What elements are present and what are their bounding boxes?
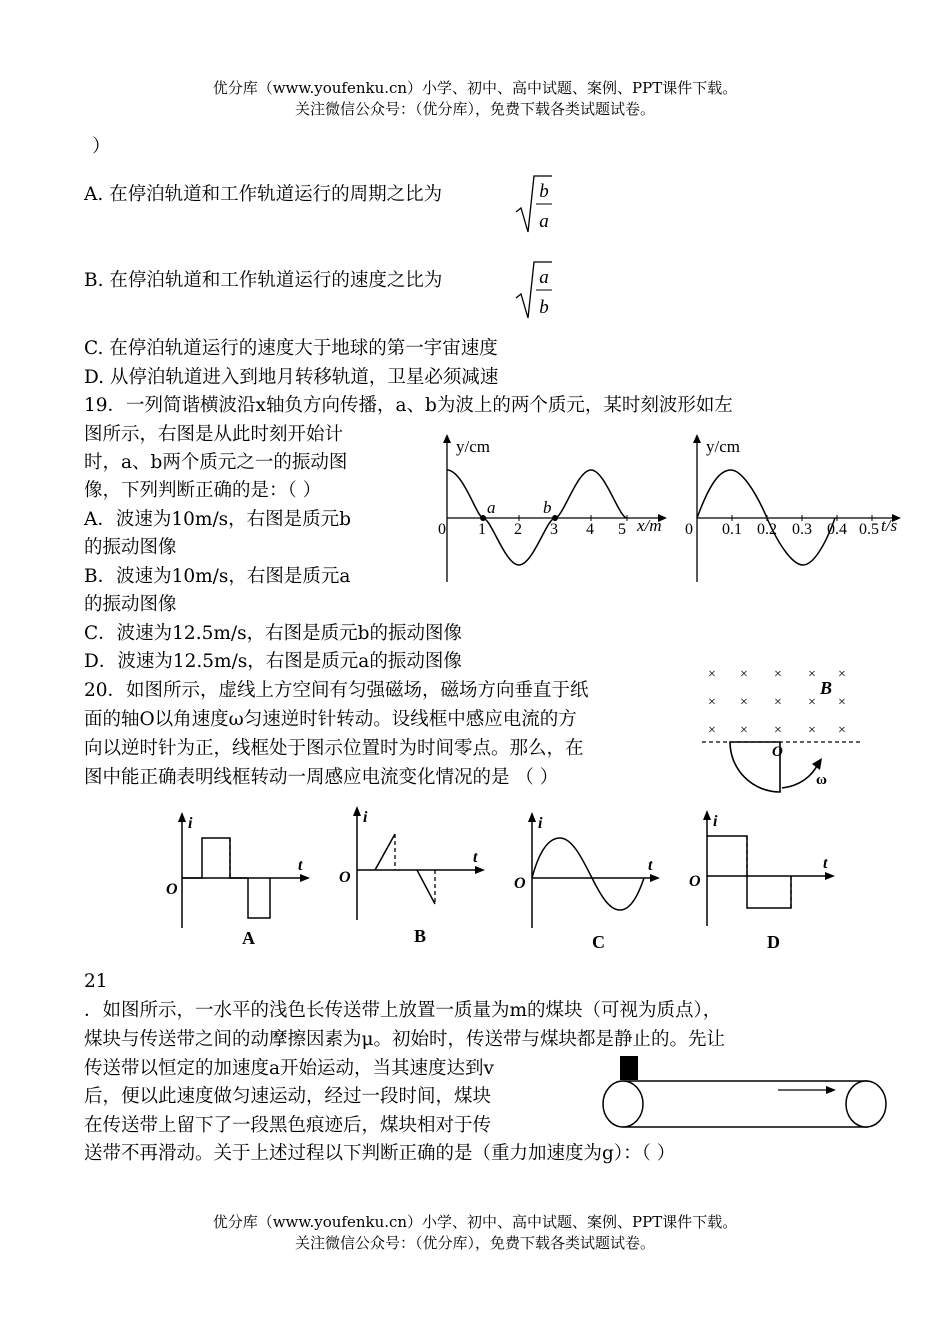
graph-c-i: i bbox=[538, 815, 543, 832]
wave-tick-3: 3 bbox=[550, 521, 558, 538]
q21-line-5: 在传送带上留下了一段黑色痕迹后，煤块相对于传 bbox=[84, 1115, 492, 1136]
svg-text:×: × bbox=[740, 667, 748, 682]
svg-text:×: × bbox=[708, 723, 716, 738]
wave-tick-4: 4 bbox=[586, 521, 594, 538]
graph-b-label: B bbox=[414, 926, 427, 946]
q19-stem-4: 像，下列判断正确的是：（ ） bbox=[84, 480, 322, 501]
graph-c-label: C bbox=[592, 932, 605, 952]
omega-label: ω bbox=[816, 772, 827, 788]
graph-d-i: i bbox=[713, 813, 718, 830]
q18-option-a: A. 在停泊轨道和工作轨道运行的周期之比为 bbox=[84, 184, 443, 205]
footer-line-2: 关注微信公众号：（优分库），免费下载各类试题试卷。 bbox=[294, 1234, 655, 1252]
header-line-2: 关注微信公众号：（优分库），免费下载各类试题试卷。 bbox=[294, 100, 655, 118]
footer-line-1: 优分库（www.youfenku.cn）小学、初中、高中试题、案例、PPT课件下载。 bbox=[212, 1213, 738, 1231]
svg-text:×: × bbox=[740, 723, 748, 738]
q21-number: 21 bbox=[84, 971, 108, 992]
velocity-arrow bbox=[826, 1086, 836, 1094]
svg-text:×: × bbox=[708, 695, 716, 710]
wave-graph bbox=[425, 430, 675, 590]
wave-point-a: a bbox=[487, 498, 496, 517]
q18-option-b: B. 在停泊轨道和工作轨道运行的速度之比为 bbox=[84, 270, 443, 291]
vib-tick-3: 0.3 bbox=[792, 521, 812, 538]
svg-text:×: × bbox=[774, 667, 782, 682]
q20-stem-1: 20．如图所示，虚线上方空间有匀强磁场，磁场方向垂直于纸 bbox=[84, 680, 589, 701]
svg-text:×: × bbox=[774, 695, 782, 710]
sqrt-b-over-a bbox=[514, 172, 554, 236]
vib-ylabel: y/cm bbox=[706, 437, 740, 456]
vib-xlabel: t/s bbox=[881, 516, 898, 535]
q21-line-1: ．如图所示，一水平的浅色长传送带上放置一质量为m的煤块（可视为质点）， bbox=[84, 1000, 722, 1021]
frac-b-numerator: a bbox=[539, 267, 549, 288]
q21-line-6: 送带不再滑动。关于上述过程以下判断正确的是（重力加速度为g）：（ ） bbox=[84, 1143, 676, 1164]
graph-b-o: O bbox=[339, 869, 351, 886]
graph-a-t: t bbox=[298, 857, 303, 874]
graph-d bbox=[685, 806, 845, 951]
right-pulley bbox=[846, 1081, 886, 1127]
svg-text:×: × bbox=[740, 695, 748, 710]
header-line-1: 优分库（www.youfenku.cn）小学、初中、高中试题、案例、PPT课件下载。 bbox=[212, 79, 738, 97]
wave-tick-2: 2 bbox=[514, 521, 522, 538]
q18-option-c: C. 在停泊轨道运行的速度大于地球的第一宇宙速度 bbox=[84, 338, 498, 359]
svg-text:×: × bbox=[808, 723, 816, 738]
field-label-b: B bbox=[820, 678, 833, 698]
svg-text:×: × bbox=[708, 667, 716, 682]
vib-tick-4: 0.4 bbox=[827, 521, 847, 538]
vib-tick-5: 0.5 bbox=[859, 521, 879, 538]
graph-c bbox=[510, 808, 670, 953]
q20-stem-3: 向以逆时针为正，线框处于图示位置时为时间零点。那么，在 bbox=[84, 738, 584, 759]
q21-line-2: 煤块与传送带之间的动摩擦因素为μ。初始时，传送带与煤块都是静止的。先让 bbox=[84, 1029, 726, 1050]
sqrt-a-over-b bbox=[514, 258, 554, 322]
q19-stem-3: 时，a、b两个质元之一的振动图 bbox=[84, 452, 348, 473]
wave-xlabel: x/m bbox=[637, 516, 662, 535]
q20-stem-2: 面的轴O以角速度ω匀速逆时针转动。设线框中感应电流的方 bbox=[84, 709, 577, 730]
svg-text:×: × bbox=[838, 667, 846, 682]
wave-point-b: b bbox=[543, 498, 552, 517]
vib-tick-2: 0.2 bbox=[757, 521, 777, 538]
graph-c-t: t bbox=[648, 857, 653, 874]
vib-tick-0: 0 bbox=[685, 521, 693, 538]
q19-option-d: D．波速为12.5m/s，右图是质元a的振动图像 bbox=[84, 651, 462, 672]
left-pulley bbox=[603, 1081, 643, 1127]
q21-line-3: 传送带以恒定的加速度a开始运动，当其速度达到v bbox=[84, 1058, 494, 1079]
vibration-graph bbox=[675, 430, 905, 590]
q19-option-c: C．波速为12.5m/s，右图是质元b的振动图像 bbox=[84, 623, 462, 644]
q21-line-4: 后，便以此速度做匀速运动，经过一段时间，煤块 bbox=[84, 1086, 492, 1107]
graph-d-label: D bbox=[767, 932, 780, 951]
graph-a-i: i bbox=[188, 815, 193, 832]
svg-text:×: × bbox=[808, 667, 816, 682]
wave-tick-0: 0 bbox=[438, 521, 446, 538]
q18-paren: ） bbox=[92, 136, 111, 157]
svg-text:×: × bbox=[838, 695, 846, 710]
q19-option-b-2: 的振动图像 bbox=[84, 594, 177, 615]
coal-block bbox=[620, 1056, 638, 1080]
q19-option-a-2: 的振动图像 bbox=[84, 537, 177, 558]
conveyor-belt-diagram bbox=[598, 1050, 890, 1130]
wave-tick-1: 1 bbox=[478, 521, 486, 538]
svg-text:×: × bbox=[774, 723, 782, 738]
q19-stem-1: 19．一列简谐横波沿x轴负方向传播，a、b为波上的两个质元，某时刻波形如左 bbox=[84, 395, 733, 416]
graph-b-i: i bbox=[363, 809, 368, 826]
graph-a bbox=[160, 808, 320, 948]
axis-label-o: O bbox=[772, 744, 783, 760]
graph-d-t: t bbox=[823, 855, 828, 872]
graph-a-o: O bbox=[166, 881, 178, 898]
graph-d-o: O bbox=[689, 873, 701, 890]
vib-tick-1: 0.1 bbox=[722, 521, 742, 538]
frac-a-denominator: a bbox=[539, 211, 549, 232]
q19-option-a-1: A．波速为10m/s，右图是质元b bbox=[84, 509, 352, 530]
graph-c-o: O bbox=[514, 875, 526, 892]
q20-stem-4: 图中能正确表明线框转动一周感应电流变化情况的是 （ ） bbox=[84, 767, 559, 788]
q19-stem-2: 图所示，右图是从此时刻开始计 bbox=[84, 424, 344, 445]
wave-tick-5: 5 bbox=[618, 521, 626, 538]
svg-text:×: × bbox=[808, 695, 816, 710]
q18-option-d: D. 从停泊轨道进入到地月转移轨道，卫星必须减速 bbox=[84, 367, 499, 388]
frac-a-numerator: b bbox=[539, 181, 549, 202]
frac-b-denominator: b bbox=[539, 297, 549, 318]
graph-b bbox=[335, 800, 495, 950]
graph-a-label: A bbox=[242, 928, 255, 948]
q19-option-b-1: B．波速为10m/s，右图是质元a bbox=[84, 566, 351, 587]
graph-b-t: t bbox=[473, 849, 478, 866]
svg-text:×: × bbox=[838, 723, 846, 738]
wave-ylabel: y/cm bbox=[456, 437, 490, 456]
magnetic-field-diagram bbox=[700, 660, 865, 800]
